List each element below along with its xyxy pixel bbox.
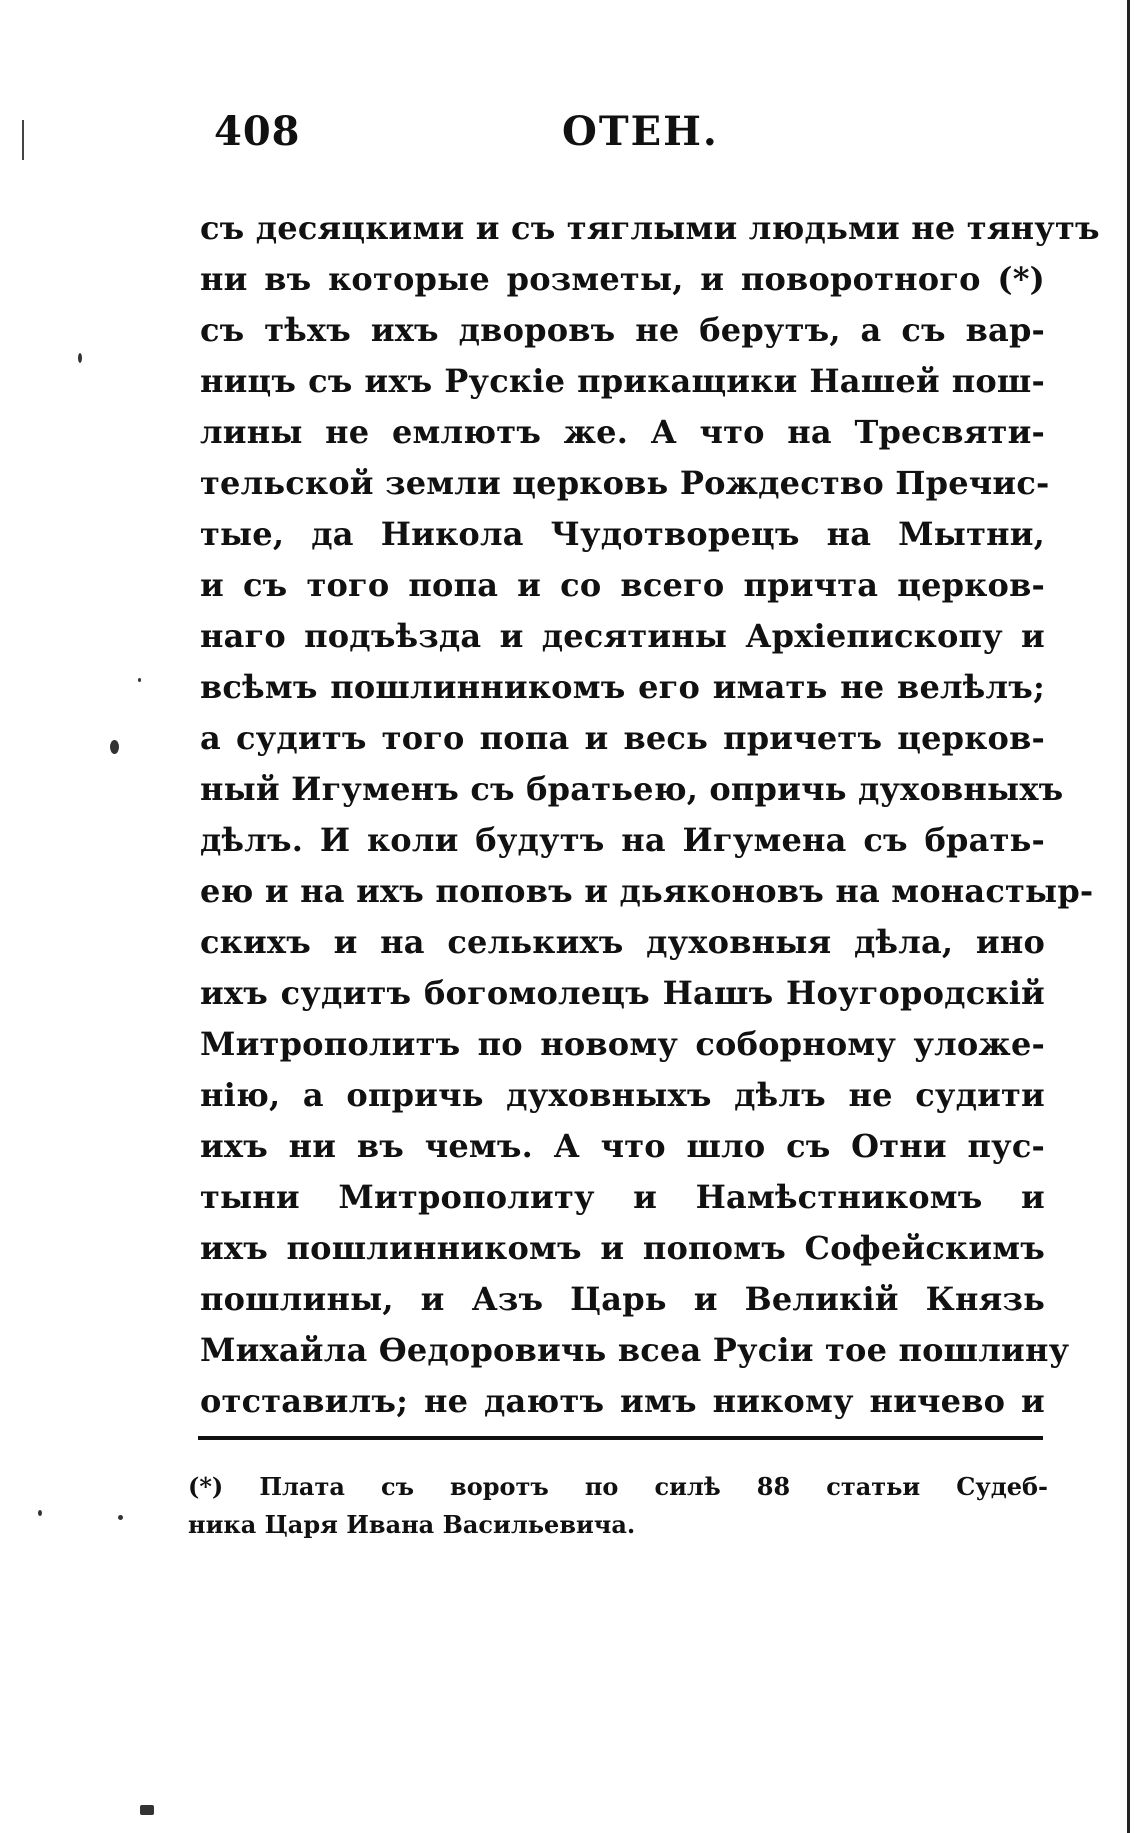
print-speck xyxy=(110,740,119,754)
text-line: Митрополитъ по новому соборному уложе- xyxy=(200,1025,1045,1063)
text-line: а судитъ того попа и весь причетъ церков- xyxy=(200,719,1045,757)
page-header xyxy=(210,108,1060,158)
text-line: наго подъѣзда и десятины Архіепископу и xyxy=(200,617,1045,655)
text-line: ницъ съ ихъ Рускіе прикащики Нашей пош- xyxy=(200,362,1045,400)
text-line: нію, а опричь духовныхъ дѣлъ не судити xyxy=(200,1076,1045,1114)
text-line: ный Игуменъ съ братьею, опричь духовныхъ xyxy=(200,770,1064,808)
page-edge-mark xyxy=(22,120,24,160)
body-text xyxy=(200,203,1100,1427)
print-speck xyxy=(140,1805,154,1815)
text-line: ихъ судитъ богомолецъ Нашъ Ноугородскій xyxy=(200,974,1045,1012)
print-speck xyxy=(138,678,141,682)
footnote-line: (*) Плата съ воротъ по силѣ 88 статьи Судеб- xyxy=(188,1472,1048,1501)
text-line: ихъ ни въ чемъ. А что шло съ Отни пус- xyxy=(200,1127,1045,1165)
print-speck xyxy=(78,353,82,363)
footnote-divider xyxy=(198,1436,1043,1440)
text-line: дѣлъ. И коли будутъ на Игумена съ брать- xyxy=(200,821,1045,859)
text-line: лины не емлютъ же. А что на Тресвяти- xyxy=(200,413,1045,451)
print-speck xyxy=(38,1510,42,1516)
text-line: ни въ которые розметы, и поворотного (*) xyxy=(200,260,1045,298)
running-head: ОТЕН. xyxy=(562,108,719,155)
text-line: съ десяцкими и съ тяглыми людьми не тянутъ xyxy=(200,209,1100,247)
text-line: ею и на ихъ поповъ и дьяконовъ на монастыр- xyxy=(200,872,1094,910)
page-edge-line xyxy=(1127,0,1130,1833)
text-line: пошлины, и Азъ Царь и Великій Князь xyxy=(200,1280,1045,1318)
footnote xyxy=(188,1468,1048,1544)
page-number: 408 xyxy=(214,108,301,155)
text-line: ихъ пошлинникомъ и попомъ Софейскимъ xyxy=(200,1229,1045,1267)
text-line: Михайла Ѳедоровичь всеа Русіи тое пошлину xyxy=(200,1331,1070,1369)
text-line: тыни Митрополиту и Намѣстникомъ и xyxy=(200,1178,1045,1216)
footnote-line: ника Царя Ивана Васильевича. xyxy=(188,1510,636,1539)
text-line: и съ того попа и со всего причта церков- xyxy=(200,566,1045,604)
text-line: тельской земли церковь Рождество Пречис- xyxy=(200,464,1050,502)
text-line: тые, да Никола Чудотворецъ на Мытни, xyxy=(200,515,1045,553)
print-speck xyxy=(118,1515,123,1520)
text-line: всѣмъ пошлинникомъ его имать не велѣлъ; xyxy=(200,668,1045,706)
text-line: скихъ и на селькихъ духовныя дѣла, ино xyxy=(200,923,1045,961)
text-line: съ тѣхъ ихъ дворовъ не берутъ, а съ вар- xyxy=(200,311,1045,349)
text-line: отставилъ; не даютъ имъ никому ничево и xyxy=(200,1382,1045,1420)
